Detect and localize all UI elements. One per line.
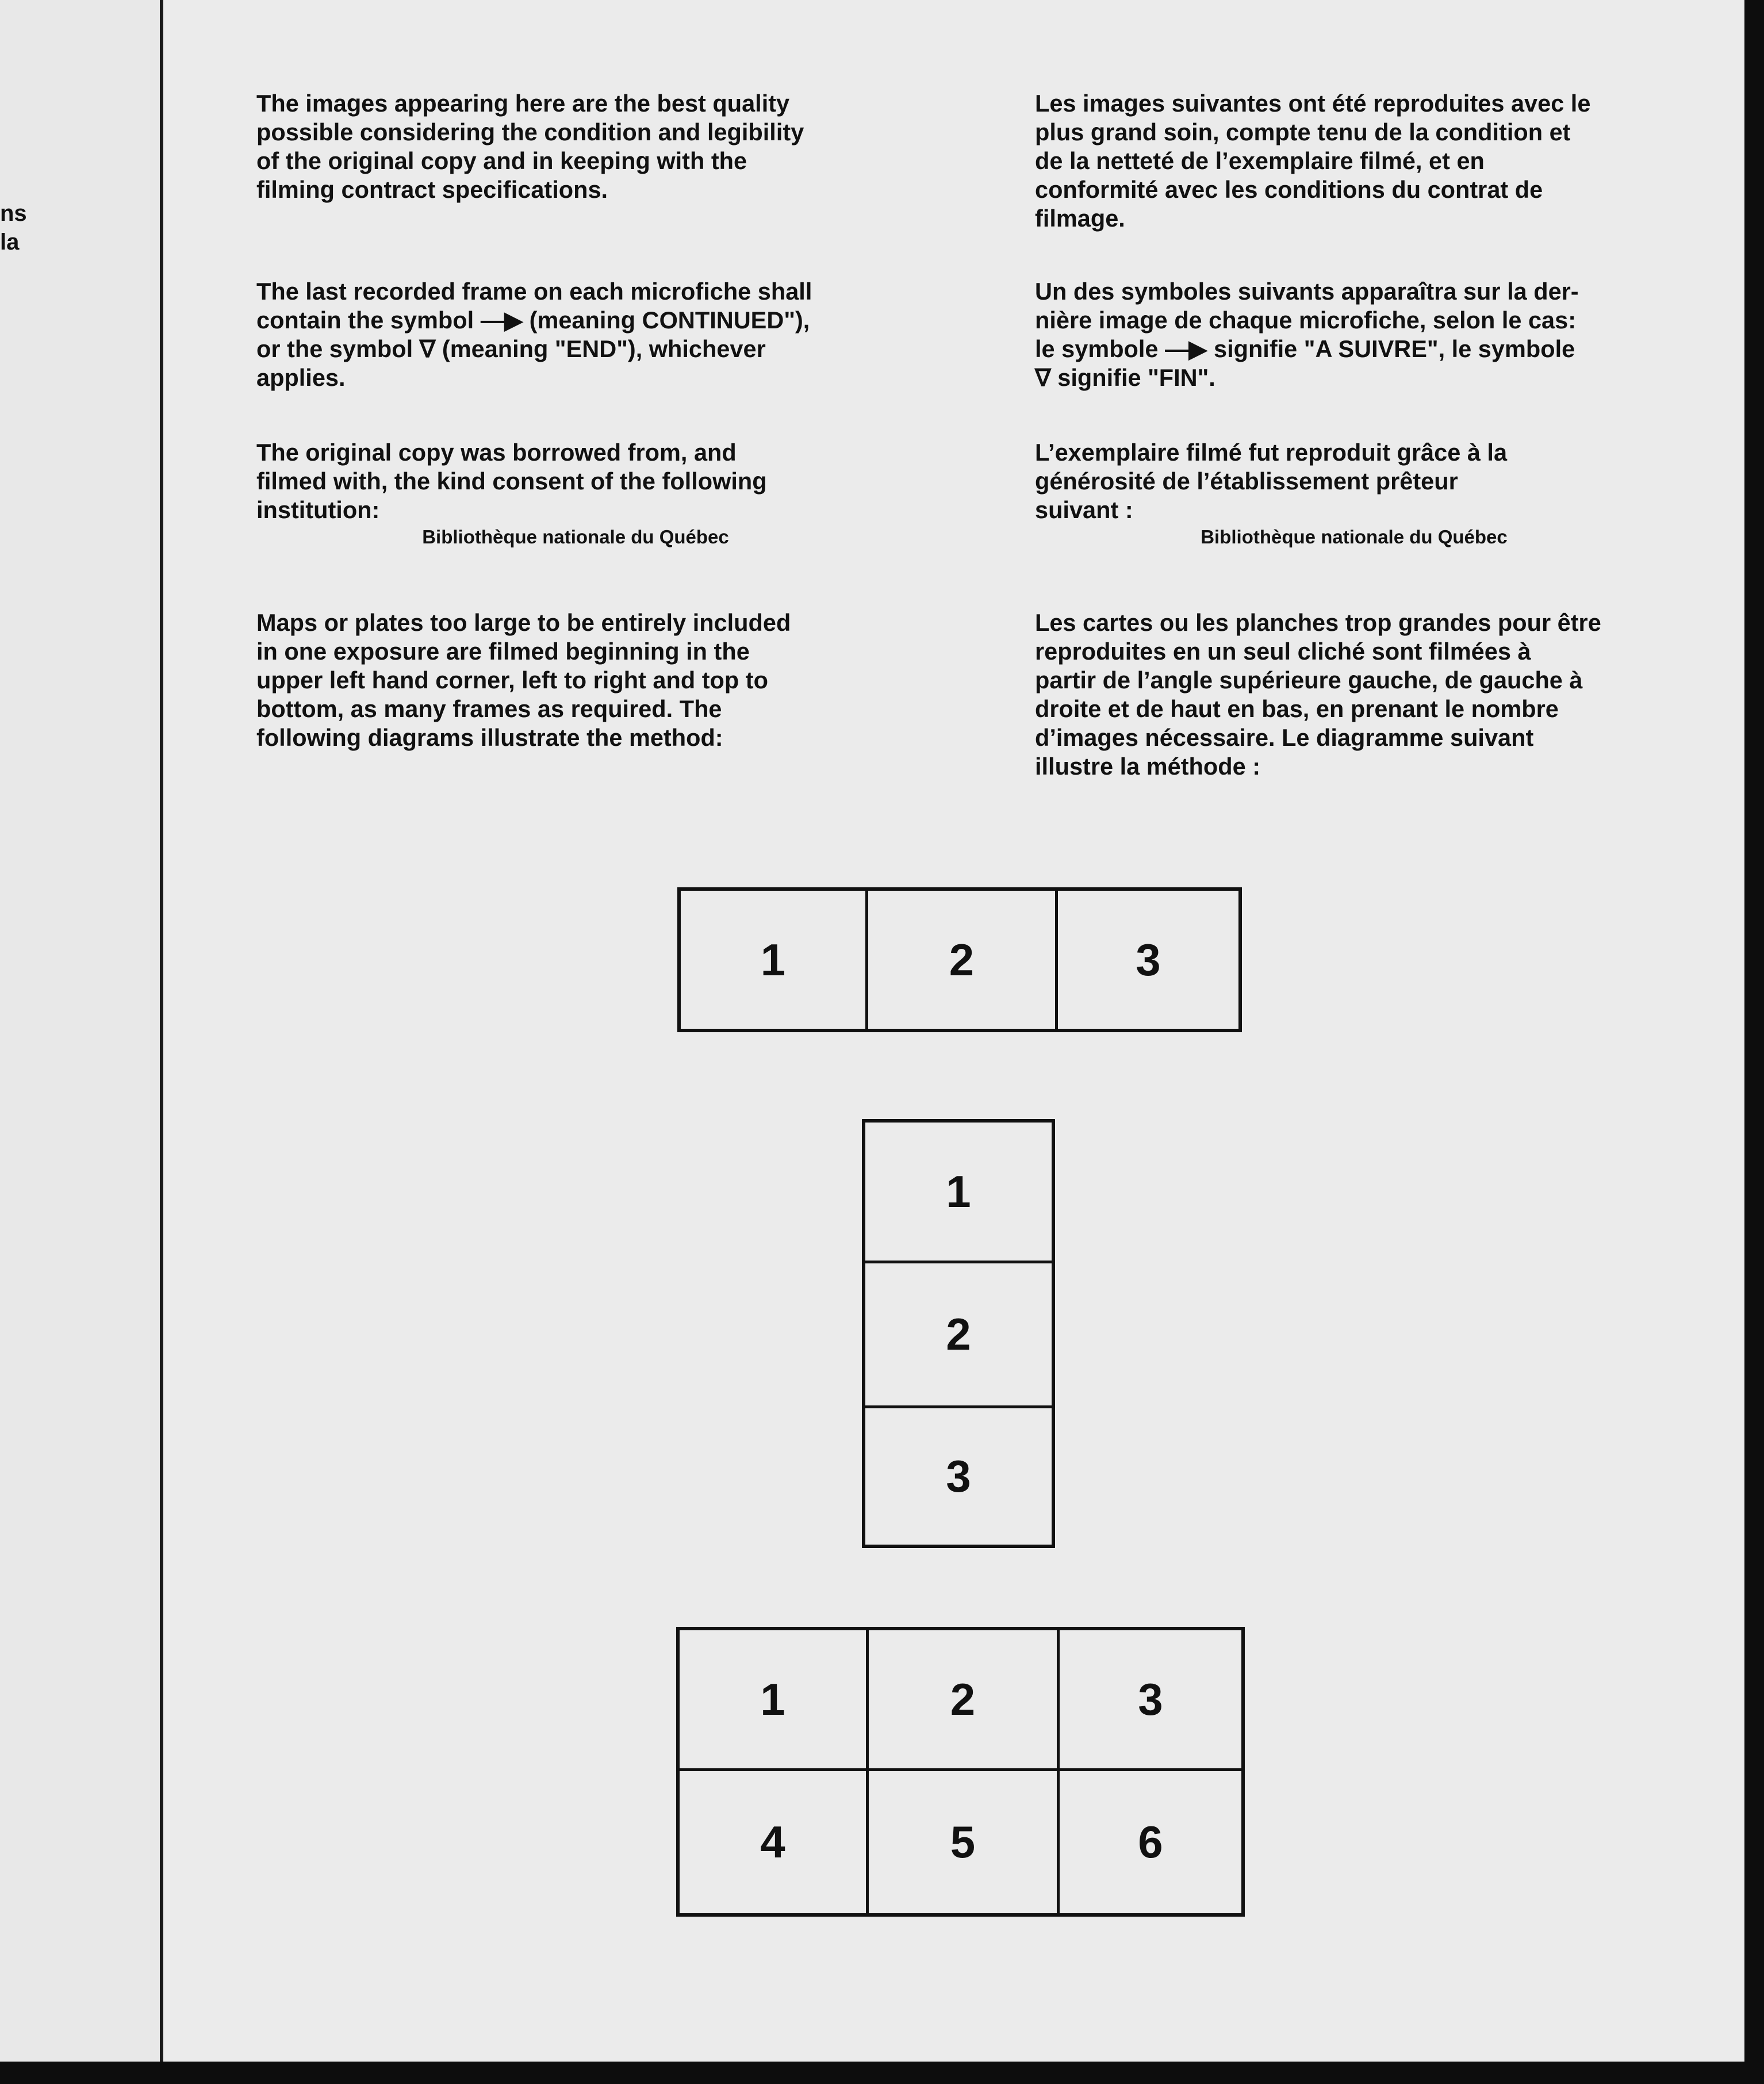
text-line: plus grand soin, compte tenu de la condition et [1035, 118, 1571, 145]
institution-name: Bibliothèque nationale du Québec [1201, 526, 1508, 547]
frame-cell: 2 [946, 1309, 971, 1359]
text-line: illustre la méthode : [1035, 753, 1261, 780]
frame-cell: 4 [760, 1817, 785, 1867]
text-line: in one exposure are filmed beginning in the [256, 638, 750, 665]
frame-cell: 1 [760, 1673, 785, 1725]
text-line: nière image de chaque microfiche, selon le cas: [1035, 307, 1577, 334]
text-line: or the symbol ∇ (meaning "END"), whichever [256, 335, 766, 362]
page-fold-line [160, 0, 163, 2062]
text-line: droite et de haut en bas, en prenant le nombre [1035, 695, 1559, 722]
frame-cell: 6 [1138, 1817, 1163, 1867]
text-line: upper left hand corner, left to right and top to [256, 666, 768, 694]
french-para-maps [1035, 608, 1673, 781]
text-line: Un des symboles suivants apparaîtra sur la der- [1035, 278, 1579, 305]
adjacent-page-fragment-1: ns [0, 201, 27, 226]
text-line: conformité avec les conditions du contrat de [1035, 176, 1543, 203]
english-para-symbols [256, 277, 895, 392]
french-para-symbols [1035, 277, 1673, 392]
text-line: générosité de l’établissement prêteur [1035, 468, 1458, 495]
text-line: applies. [256, 364, 346, 391]
frame-cell: 2 [950, 1673, 976, 1725]
text-line: filmed with, the kind consent of the following [256, 468, 767, 495]
french-para-quality [1035, 89, 1673, 233]
frame-cell: 3 [1138, 1673, 1163, 1725]
english-para-quality [256, 89, 895, 204]
text-line: suivant : [1035, 496, 1133, 523]
text-line: partir de l’angle supérieure gauche, de gauche à [1035, 666, 1583, 694]
frame-cell: 3 [946, 1451, 971, 1501]
text-line: reproduites en un seul cliché sont filmées à [1035, 638, 1531, 665]
frame-cell: 5 [950, 1817, 976, 1867]
frame-cell: 1 [760, 934, 786, 985]
text-line: The original copy was borrowed from, and [256, 439, 737, 466]
text-line: institution: [256, 496, 380, 523]
text-line: possible considering the condition and legibility [256, 118, 804, 145]
text-line: d’images nécessaire. Le diagramme suivant [1035, 724, 1534, 751]
film-edge-right [1744, 0, 1764, 2062]
film-edge-bottom [0, 2062, 1764, 2084]
text-line: of the original copy and in keeping with the [256, 147, 747, 174]
text-line: Les images suivantes ont été reproduites avec le [1035, 90, 1591, 117]
diagram-horizontal [677, 887, 1242, 1032]
frame-cell: 2 [949, 934, 975, 985]
text-line: bottom, as many frames as required. The [256, 695, 722, 722]
text-line: filmage. [1035, 205, 1125, 232]
english-para-maps [256, 608, 895, 752]
text-line: de la netteté de l’exemplaire filmé, et en [1035, 147, 1485, 174]
diagram-vertical [862, 1119, 1055, 1548]
institution-name: Bibliothèque nationale du Québec [422, 526, 729, 547]
adjacent-page-strip [0, 0, 160, 2062]
text-line: contain the symbol —▶ (meaning CONTINUED"), [256, 307, 810, 334]
adjacent-page-fragment-2: la [0, 229, 20, 255]
text-line: le symbole —▶ signifie "A SUIVRE", le symbole [1035, 335, 1575, 362]
diagram-grid [676, 1627, 1245, 1917]
text-line: ∇ signifie "FIN". [1035, 364, 1215, 391]
text-line: filming contract specifications. [256, 176, 608, 203]
text-line: Maps or plates too large to be entirely included [256, 609, 791, 636]
frame-cell: 3 [1136, 934, 1161, 985]
french-para-institution [1035, 438, 1673, 550]
text-line: Les cartes ou les planches trop grandes pour être [1035, 609, 1601, 636]
text-line: The last recorded frame on each microfiche shall [256, 278, 812, 305]
text-line: L’exemplaire filmé fut reproduit grâce à la [1035, 439, 1508, 466]
text-line: following diagrams illustrate the method: [256, 724, 723, 751]
english-para-institution [256, 438, 895, 550]
frame-cell: 1 [946, 1166, 971, 1217]
text-line: The images appearing here are the best quality [256, 90, 790, 117]
